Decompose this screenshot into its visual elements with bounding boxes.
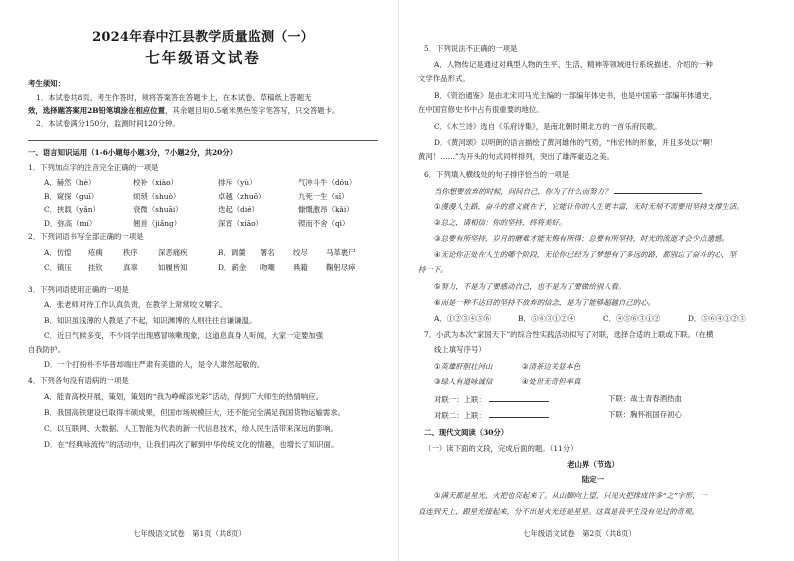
q2-option-b-word-2: 署名 <box>260 248 275 257</box>
q6-sentence-3: ③总要有所坚持，岁月的磨难才能无悔有所得；总要有所坚持，时光的流逝才会少点遗憾。 <box>434 234 729 243</box>
q3-option-d: D．一个打扮朴不华普却端庄严肃有美德的人，是令人肃然起敬的。 <box>44 360 265 369</box>
q5-option-d-cont: 黄河！……”为开头的句式同样排列，突出了雄浑豪迈之美。 <box>418 152 614 161</box>
q1-option-a-word-2: 校补（xiào） <box>133 178 178 187</box>
q6-answer-blank[interactable] <box>614 186 702 194</box>
reading-intro: （一）读下面的文段，完成后面的题。（11分） <box>424 444 578 453</box>
q3-option-c-cont: 自我防护。 <box>28 345 65 354</box>
section-1-heading: 一、语言知识运用（1-6小题每小题3分，7小题2分，共20分） <box>28 148 238 157</box>
q7-stem: 7．小武为本次“家国天下”的综合性实践活动拟写了对联，选择合适的上联或下联。（在横 <box>424 330 714 339</box>
notice-1-cont <box>28 106 339 116</box>
q7-choice-4: ④处世无奇但率真 <box>522 377 581 386</box>
q6-sentence-5: ⑤努力，不是为了要感动自己，也不是为了要做给别人看。 <box>434 282 626 291</box>
notice-2: 2．本试卷满分150分，监测时间120分钟。 <box>36 119 180 128</box>
q2-option-a-word-4: 深恶痛疾 <box>158 248 188 257</box>
q2-option-d-word-1: D．薪金 <box>218 263 247 272</box>
q4-stem: 4．下列各句没有语病的一项是 <box>28 376 129 385</box>
q1-stem: 1．下列加点字的注音完全正确的一项是 <box>28 163 159 172</box>
q6-sentence-1: ①漫漫人生路，奋斗的意义就在于，它能让你的人生更丰富，无时无刻不需要用坚持支撑生活。 <box>434 202 744 211</box>
q6-stem: 6．下列填入横线处的句子排序恰当的一项是 <box>424 170 570 179</box>
q4-option-a: A．能青高校开展，策划，策划的“我为峥嵘添光彩”活动，得到广大师生的热情响应。 <box>44 392 323 401</box>
q2-option-c-word-3: 真辜 <box>123 263 138 272</box>
page-2-footer: 七年级语文试卷 第2页（共8页） <box>523 529 636 538</box>
page-2 <box>418 0 768 561</box>
notice-1-bold: 效，选择题答案用2B铅笔填涂在相应位置 <box>28 106 166 115</box>
notice-1-rest: ，其余题目用0.5毫米黑色签字笔答写，只交答题卡。 <box>165 106 340 115</box>
q4-option-d: D．在“经典咏流传”的活动中，让我们再次了解到中华传统文化的情趣，也增长了知识面。 <box>44 440 339 449</box>
q5-option-d: D．《黄河颂》以明朗的语言描绘了黄河雄伟的气势，“伟宏伟的形象，并且多处以“啊！ <box>434 138 718 147</box>
section-2-heading: 二、现代文阅读（30分） <box>424 428 509 437</box>
q4-option-b: B．我国高铁建设已取得丰硕成果，但国市场规模巨大，还不能完全满足我国货物运输需求。 <box>44 408 346 417</box>
q1-option-c-word-1: C．挟载（yǎn） <box>44 205 100 214</box>
q3-stem: 3．下列词语使用正确的一项是 <box>28 285 129 294</box>
q7-choice-1: ①英雄肝胆壮河山 <box>434 362 493 371</box>
q6-sentence-4: ④无论你正处在人生的哪个阶段，无论你已经为了梦想有了多远的路，都别忘了奋斗的心，坚 <box>434 250 737 259</box>
essay-author: 陆定一 <box>581 475 605 484</box>
q1-option-d-word-3: 深宵（xiāo） <box>218 218 263 228</box>
q1-option-a-word-3: 排斥（yù） <box>218 178 257 187</box>
q2-option-c-word-1: C．镇压 <box>44 263 72 272</box>
q1-option-d-word-2: 翘首（jiǎng） <box>133 218 182 228</box>
q6-sentence-2: ②总之，请相信：你的坚持，终将美好。 <box>434 218 567 227</box>
q2-stem: 2．下列词语书写全部正确的一项是 <box>28 232 144 241</box>
q1-option-d-word-1: D．弥高（mí） <box>44 218 97 228</box>
page-1 <box>28 0 378 561</box>
notice-1: 1．本试卷共8页、考生作答时，须将答案答在答题卡上，在本试卷、草稿纸上答题无 <box>36 93 312 102</box>
q4-option-c: C．以互联网、大数据、人工智能为代表的新一代信息技术，给人民生活带来深远的影响。 <box>44 424 338 433</box>
q6-option-c: C．④⑤⑥③①② <box>603 314 661 323</box>
q1-option-c-word-3: 迭起（dié） <box>218 205 260 214</box>
q7-stem-cont: 线上填写序号） <box>434 345 486 354</box>
essay-paragraph-1: ①满天都是星光，火把也亮起来了。从山脚向上望，只见火把排成许多“之”字形，一 <box>434 491 707 500</box>
q1-option-b-word-2: 烦琐（shuò） <box>133 191 181 201</box>
q6-sentence-6: ⑥而是一种不达目的坚持不放弃的信念，是为了能够超越自己的心。 <box>434 298 655 307</box>
q2-option-a-word-1: A．仿惶 <box>44 248 72 257</box>
q2-option-a-word-3: 秩序 <box>123 248 138 257</box>
couplet-2-left <box>434 410 549 421</box>
q5-option-a-cont: 文学作品形式。 <box>418 74 470 83</box>
exam-subtitle: 七年级语文试卷 <box>145 50 261 67</box>
q6-option-d: D．⑤⑥④①②③ <box>688 314 746 323</box>
exam-title: 2024年春中江县教学质量监测（一） <box>92 30 314 45</box>
q1-option-a-word-1: A．赫然（hè） <box>44 178 96 187</box>
q2-option-b-word-3: 绞尽 <box>293 248 308 257</box>
q3-option-b: B．知识虽浅薄的人教是了不起，知识渊博的人则往往自谦谦温。 <box>44 316 257 325</box>
q2-option-a-word-2: 疮痍 <box>88 248 103 257</box>
couplet-1-left <box>434 394 549 405</box>
q6-lead <box>434 186 702 197</box>
q2-option-b-word-1: B．调羹 <box>218 248 246 257</box>
q2-option-d-word-2: 吻嘲 <box>260 263 275 272</box>
q6-lead-text: 当你想要放弃的时候，问问自己，你为了什么而努力？ <box>434 187 612 196</box>
q7-choice-2: ②清茶边关显本色 <box>522 362 581 371</box>
essay-paragraph-1-cont: 直连到天上，跟星光接起来，分不出是火光还是星星。这真是我平生没有见过的奇观。 <box>418 507 699 516</box>
couplet-2-upper-label: 对联二：上联： <box>434 411 486 420</box>
q5-option-a: A．人物传记是通过对典型人物的生平、生活、精神等领域进行系统描述、介绍的一种 <box>434 60 713 69</box>
q2-option-d-word-3: 典籍 <box>293 263 308 272</box>
q7-choice-3: ③绿人有道咏诚信 <box>434 377 493 386</box>
q6-option-b: B．⑤⑥③①②④ <box>518 314 576 323</box>
page-1-footer: 七年级语文试卷 第1页（共8页） <box>133 529 246 538</box>
couplet-2-lower: 下联：胸怀祖国存初心 <box>608 410 682 419</box>
q2-option-c-word-2: 挂钦 <box>88 263 103 272</box>
divider <box>28 140 378 141</box>
q1-option-c-word-2: 衰微（shuāi） <box>133 205 183 214</box>
q1-option-d-word-4: 锲而不舍（qì） <box>298 218 350 228</box>
couplet-1-upper-blank[interactable] <box>489 394 549 402</box>
couplet-2-upper-blank[interactable] <box>489 410 549 418</box>
couplet-1-lower: 下联：战士青春酒热血 <box>608 394 682 403</box>
notice-heading: 考生须知： <box>28 79 65 88</box>
q3-option-a: A．张老师对待工作认真负责，在教学上常常咬文嚼字。 <box>44 300 227 309</box>
q1-option-b-word-3: 卓越（zhuō） <box>218 191 266 201</box>
q6-sentence-4-cont: 持一下。 <box>418 265 448 274</box>
couplet-1-upper-label: 对联一：上联： <box>434 395 486 404</box>
q1-option-b-word-1: B．窥探（guī） <box>44 191 99 201</box>
q5-stem: 5．下列说法不正确的一项是 <box>424 44 518 53</box>
q1-option-c-word-4: 慷慨激昂（kǎi） <box>298 205 354 214</box>
q5-option-b-cont: 在中国官修史书中占有很重要的地位。 <box>418 105 544 114</box>
q5-option-c: C．《木兰诗》选自《乐府诗集》，是南北朝时期北方的一首乐府民歌。 <box>434 122 662 131</box>
q2-option-c-word-4: 如履皆知 <box>158 263 188 272</box>
page-fold <box>398 0 399 561</box>
q6-option-a: A．①②③④⑤⑥ <box>434 314 492 323</box>
q1-option-b-word-4: 九死一生（sǐ） <box>298 191 349 201</box>
q2-option-d-word-4: 鞠躬尽瘁 <box>326 263 356 272</box>
essay-title: 老山界（节选） <box>567 460 619 469</box>
q2-option-b-word-4: 马革裹尸 <box>326 248 356 257</box>
q3-option-c: C．近日气候多变，不少同学出现感冒咳嗽现象，这道息真身人听闻，大家一定要加强 <box>44 331 324 340</box>
q1-option-a-word-4: 气冲斗牛（dǒu） <box>298 178 357 187</box>
q5-option-b: B．《资治通鉴》是由北宋司马光主编的一部编年体史书，也是中国第一部编年体通史， <box>434 91 717 100</box>
